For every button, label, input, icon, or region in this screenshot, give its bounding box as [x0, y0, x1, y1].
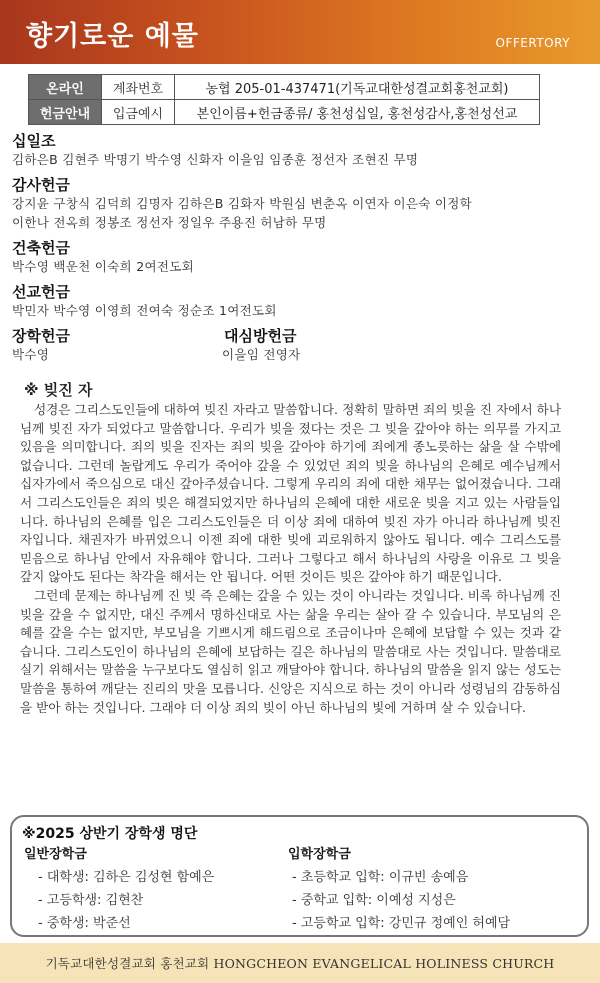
general-scholarship-item: - 고등학생: 김현찬: [38, 893, 144, 908]
online-label: 온라인: [29, 75, 102, 100]
general-scholarship-item: - 중학생: 박준선: [38, 916, 131, 931]
scholarship-offering-title: 장학헌금: [12, 327, 70, 345]
scholarship-list-title: ※2025 상반기 장학생 명단: [22, 826, 198, 842]
entrance-scholarship-item: - 고등학교 입학: 강민규 정예인 허예담: [292, 916, 511, 931]
page-title: 향기로운 예물: [26, 21, 199, 52]
entrance-scholarship-item: - 중학교 입학: 이예성 지성은: [292, 893, 456, 908]
general-scholarship-item: - 대학생: 김하은 김성현 함예은: [38, 870, 215, 885]
general-scholarship-header: 일반장학금: [24, 847, 87, 862]
essay-paragraph-2: 그런데 문제는 하나님께 진 빚 즉 은혜는 갚을 수 있는 것이 아니라는 것입니다. 비록 하나님께 진 빚을 갚을 수 없지만, 대신 주께서 명하신대로 사는 삶을 우리는 살아 갈 수 있습니다. 부모님의 은혜를 갚을 수는 없지만, 부모님을 기쁘시게 해드림으로 조금이나마 은혜에 보답할 수 있는 것과 같습니다. 그리스도인이 하나님의 은혜에 보답하는 길은 하나님의 말씀대로 사는 것입니다. 말씀대로 실기 위해서는 말씀을 누구보다도 열심히 읽고 깨달아야 합니다. 하나님의 말씀을 읽지 않는 성도는 말씀을 통하여 깨닫는 진리의 맛을 모릅니다. 신앙은 지식으로 하는 것이 아니라 성령님의 감동하심을 받아 하는 것입니다. 그래야 더 이상 죄의 빚이 아닌 하나님의 빛에 거하며 살 수 있습니다.: [20, 587, 561, 715]
building-title: 건축헌금: [12, 239, 70, 257]
essay-paragraph-1: 성경은 그리스도인들에 대하여 빚진 자라고 말씀합니다. 정확히 말하면 죄의 빚을 진 자에서 하나님께 빚진 자가 되었다고 말씀합니다. 우리가 빚을 졌다는 것은 그 빚을 갚아야 하는 의무를 가지고 있음을 의미합니다. 죄의 빚을 진자는 죄의 빚을 갚아야 하기에 죄에게 종노릇하는 삶을 살 수밖에 없습니다. 그런데 놀랍게도 우리가 죽어야 갚을 수 있었던 죄의 빚을 하나님의 은혜로 예수님께서 십자가에서 죽으심으로 대신 갚아주셨습니다. 그렇게 우리의 죄에 대한 채무는 없어졌습니다. 그래서 그리스도인들은 죄의 빚은 해결되었지만 하나님의 은혜에 대한 새로운 빚을 지고 있는 사람들입니다. 하나님의 은혜를 입은 그리스도인들은 더 이상 죄에 대하여 빚진 자가 아니라 하나님께 빚진 자입니다. 채권자가 바뀌었으니 이젠 죄에 대한 빚에 괴로워하지 않아도 됩니다. 예수 그리스도를 믿음으로 하나님 안에서 자유해야 합니다. 그러나 그렇다고 해서 하나님의 사랑을 이유로 그 빚을 갚지 않아도 된다는 착각을 해서는 안 됩니다. 어떤 것이든 빚은 갚아야 하기 때문입니다.: [20, 402, 561, 585]
page-header: [0, 0, 600, 64]
tithe-names: 김하은B 김현주 박명기 박수영 신화자 이을임 임종훈 정선자 조현진 무명: [12, 152, 419, 167]
thanks-names-line2: 이한나 전옥희 정봉조 정선자 정일우 주용진 허남하 무명: [12, 215, 327, 230]
scholarship-offering-names: 박수영: [12, 347, 50, 362]
visit-offering-title: 대심방헌금: [224, 327, 297, 345]
example-key: 입금예시: [102, 100, 175, 125]
tithe-title: 십일조: [12, 132, 56, 150]
online-offering-table: [28, 74, 540, 125]
entrance-scholarship-item: - 초등학교 입학: 이규빈 송예음: [292, 870, 469, 885]
mission-names: 박민자 박수영 이영희 전여숙 정순조 1여전도회: [12, 303, 277, 318]
example-value: 본인이름+헌금종류/ 홍천성십일, 홍천성감사,홍천성선교: [175, 100, 540, 125]
building-names: 박수영 백운천 이숙희 2여전도회: [12, 259, 194, 274]
church-name-footer: 기독교대한성결교회 홍천교회 HONGCHEON EVANGELICAL HOLINESS CHURCH: [45, 956, 555, 971]
thanks-title: 감사헌금: [12, 176, 70, 194]
entrance-scholarship-header: 입학장학금: [288, 847, 351, 862]
account-key: 계좌번호: [102, 75, 175, 100]
page-subtitle: OFFERTORY: [495, 36, 570, 50]
account-value: 농협 205-01-437471(기독교대한성결교회홍천교회): [175, 75, 540, 100]
visit-offering-names: 이을임 전영자: [222, 347, 301, 362]
essay-body: [20, 401, 561, 717]
general-scholarship-column: [24, 843, 214, 935]
scholarship-list-box: [10, 815, 589, 937]
page-footer: [0, 943, 600, 983]
essay-title: ※ 빚진 자: [24, 381, 93, 399]
mission-title: 선교헌금: [12, 283, 70, 301]
thanks-names-line1: 강지윤 구창식 김덕희 김명자 김하은B 김화자 박원심 변춘옥 이연자 이은숙 이정학: [12, 196, 472, 211]
entrance-scholarship-column: [288, 843, 510, 935]
offering-guide-label: 헌금안내: [29, 100, 102, 125]
